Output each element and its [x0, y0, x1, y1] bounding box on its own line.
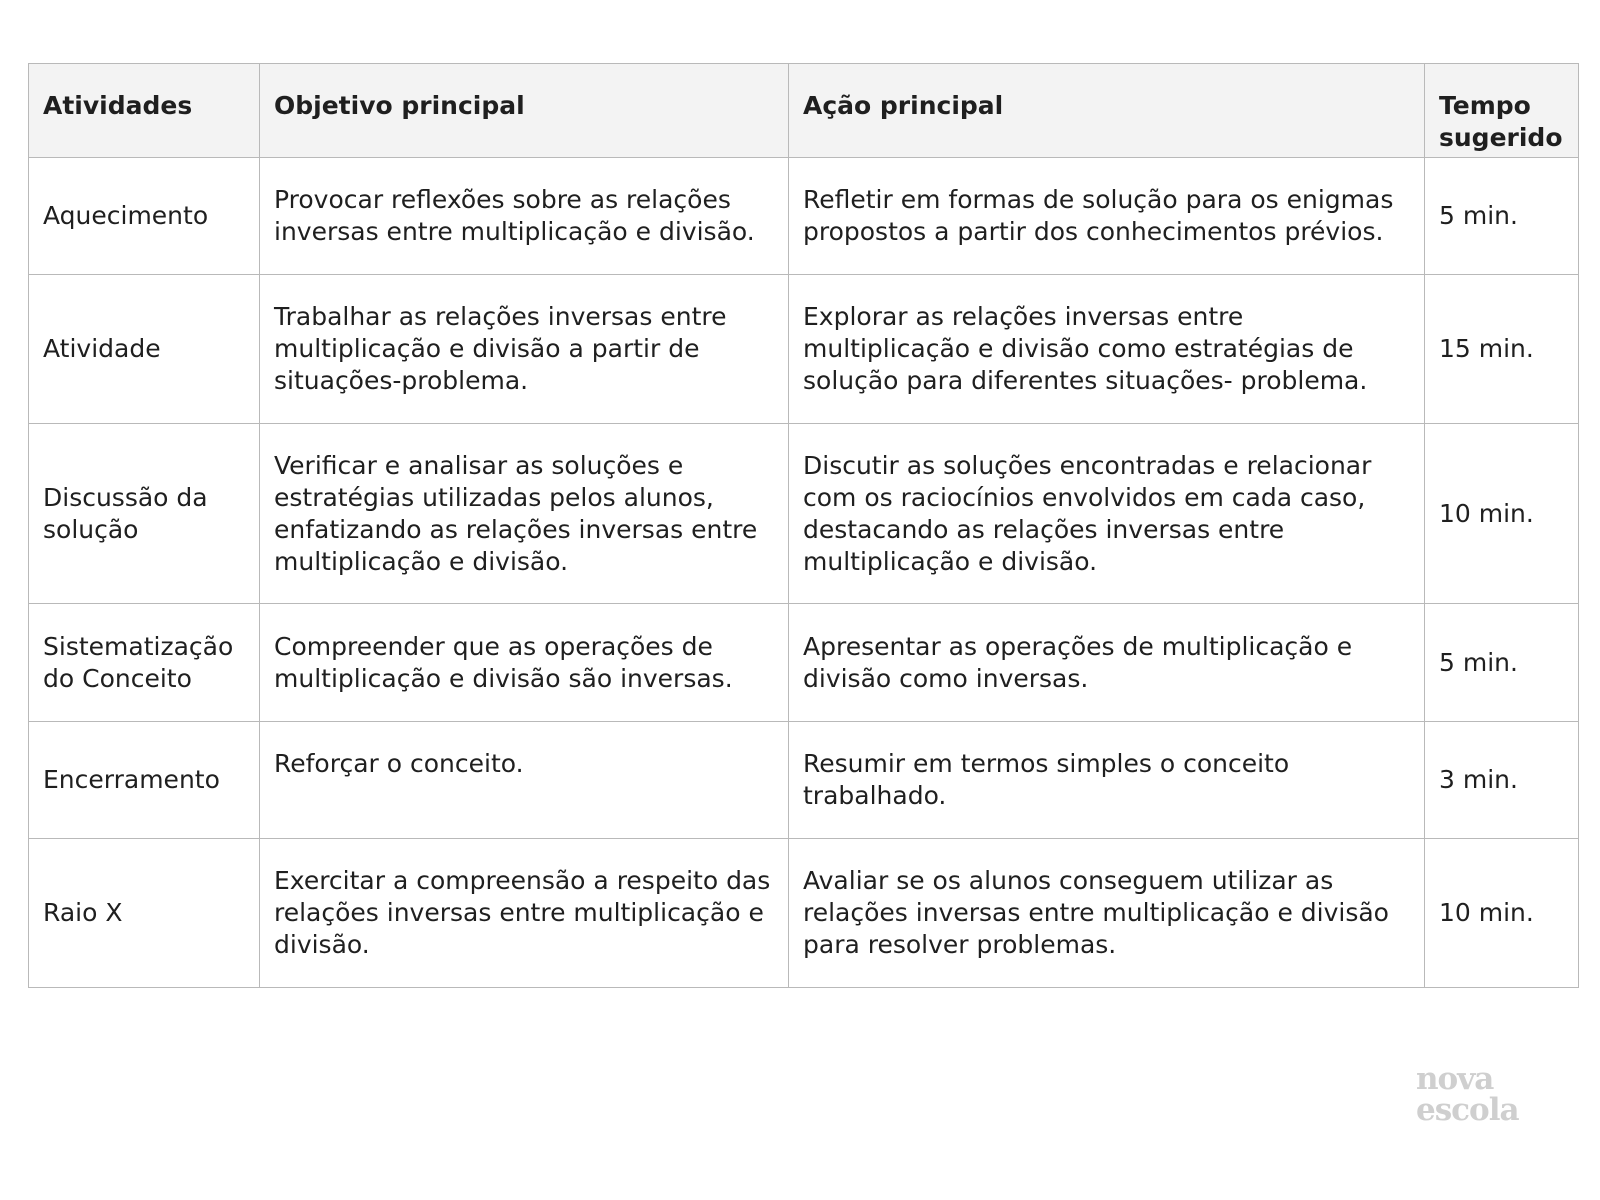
table-row: [29, 722, 1579, 839]
cell-tempo: 3 min.: [1425, 722, 1579, 839]
cell-atividade: Discussão da solução: [29, 424, 260, 604]
cell-tempo: 10 min.: [1425, 424, 1579, 604]
header-objetivo-principal: Objetivo principal: [260, 64, 789, 158]
table-row: [29, 275, 1579, 424]
cell-atividade: Aquecimento: [29, 158, 260, 275]
header-acao-principal: Ação principal: [789, 64, 1425, 158]
table-header-row: [29, 64, 1579, 158]
cell-tempo: 5 min.: [1425, 158, 1579, 275]
cell-objetivo: Exercitar a compreensão a respeito das relações inversas entre multiplicação e divisão.: [260, 839, 789, 988]
cell-objetivo: Reforçar o conceito.: [260, 722, 789, 839]
cell-atividade: Sistematização do Conceito: [29, 604, 260, 722]
lesson-plan-table: [28, 63, 1579, 988]
cell-acao: Resumir em termos simples o conceito trabalhado.: [789, 722, 1425, 839]
cell-objetivo: Provocar reflexões sobre as relações inversas entre multiplicação e divisão.: [260, 158, 789, 275]
logo-line-nova: nova: [1416, 1061, 1494, 1097]
cell-atividade: Raio X: [29, 839, 260, 988]
cell-acao: Apresentar as operações de multiplicação e divisão como inversas.: [789, 604, 1425, 722]
cell-acao: Explorar as relações inversas entre multiplicação e divisão como estratégias de solução para diferentes situações- problema.: [789, 275, 1425, 424]
cell-objetivo: Trabalhar as relações inversas entre multiplicação e divisão a partir de situações-problema.: [260, 275, 789, 424]
cell-acao: Avaliar se os alunos conseguem utilizar as relações inversas entre multiplicação e divisão para resolver problemas.: [789, 839, 1425, 988]
logo-line-escola: escola: [1416, 1092, 1519, 1128]
cell-tempo: 15 min.: [1425, 275, 1579, 424]
cell-objetivo: Compreender que as operações de multiplicação e divisão são inversas.: [260, 604, 789, 722]
cell-tempo: 10 min.: [1425, 839, 1579, 988]
cell-acao: Refletir em formas de solução para os enigmas propostos a partir dos conhecimentos prévios.: [789, 158, 1425, 275]
cell-tempo: 5 min.: [1425, 604, 1579, 722]
table-row: [29, 424, 1579, 604]
cell-atividade: Encerramento: [29, 722, 260, 839]
cell-objetivo: Verificar e analisar as soluções e estratégias utilizadas pelos alunos, enfatizando as relações inversas entre multiplicação e divisão.: [260, 424, 789, 604]
table-row: [29, 839, 1579, 988]
table-row: [29, 158, 1579, 275]
table-row: [29, 604, 1579, 722]
cell-acao: Discutir as soluções encontradas e relacionar com os raciocínios envolvidos em cada caso, destacando as relações inversas entre multiplicação e divisão.: [789, 424, 1425, 604]
header-tempo-sugerido: Tempo sugerido: [1425, 64, 1579, 158]
nova-escola-logo: [1416, 1061, 1519, 1128]
header-atividades: Atividades: [29, 64, 260, 158]
cell-atividade: Atividade: [29, 275, 260, 424]
